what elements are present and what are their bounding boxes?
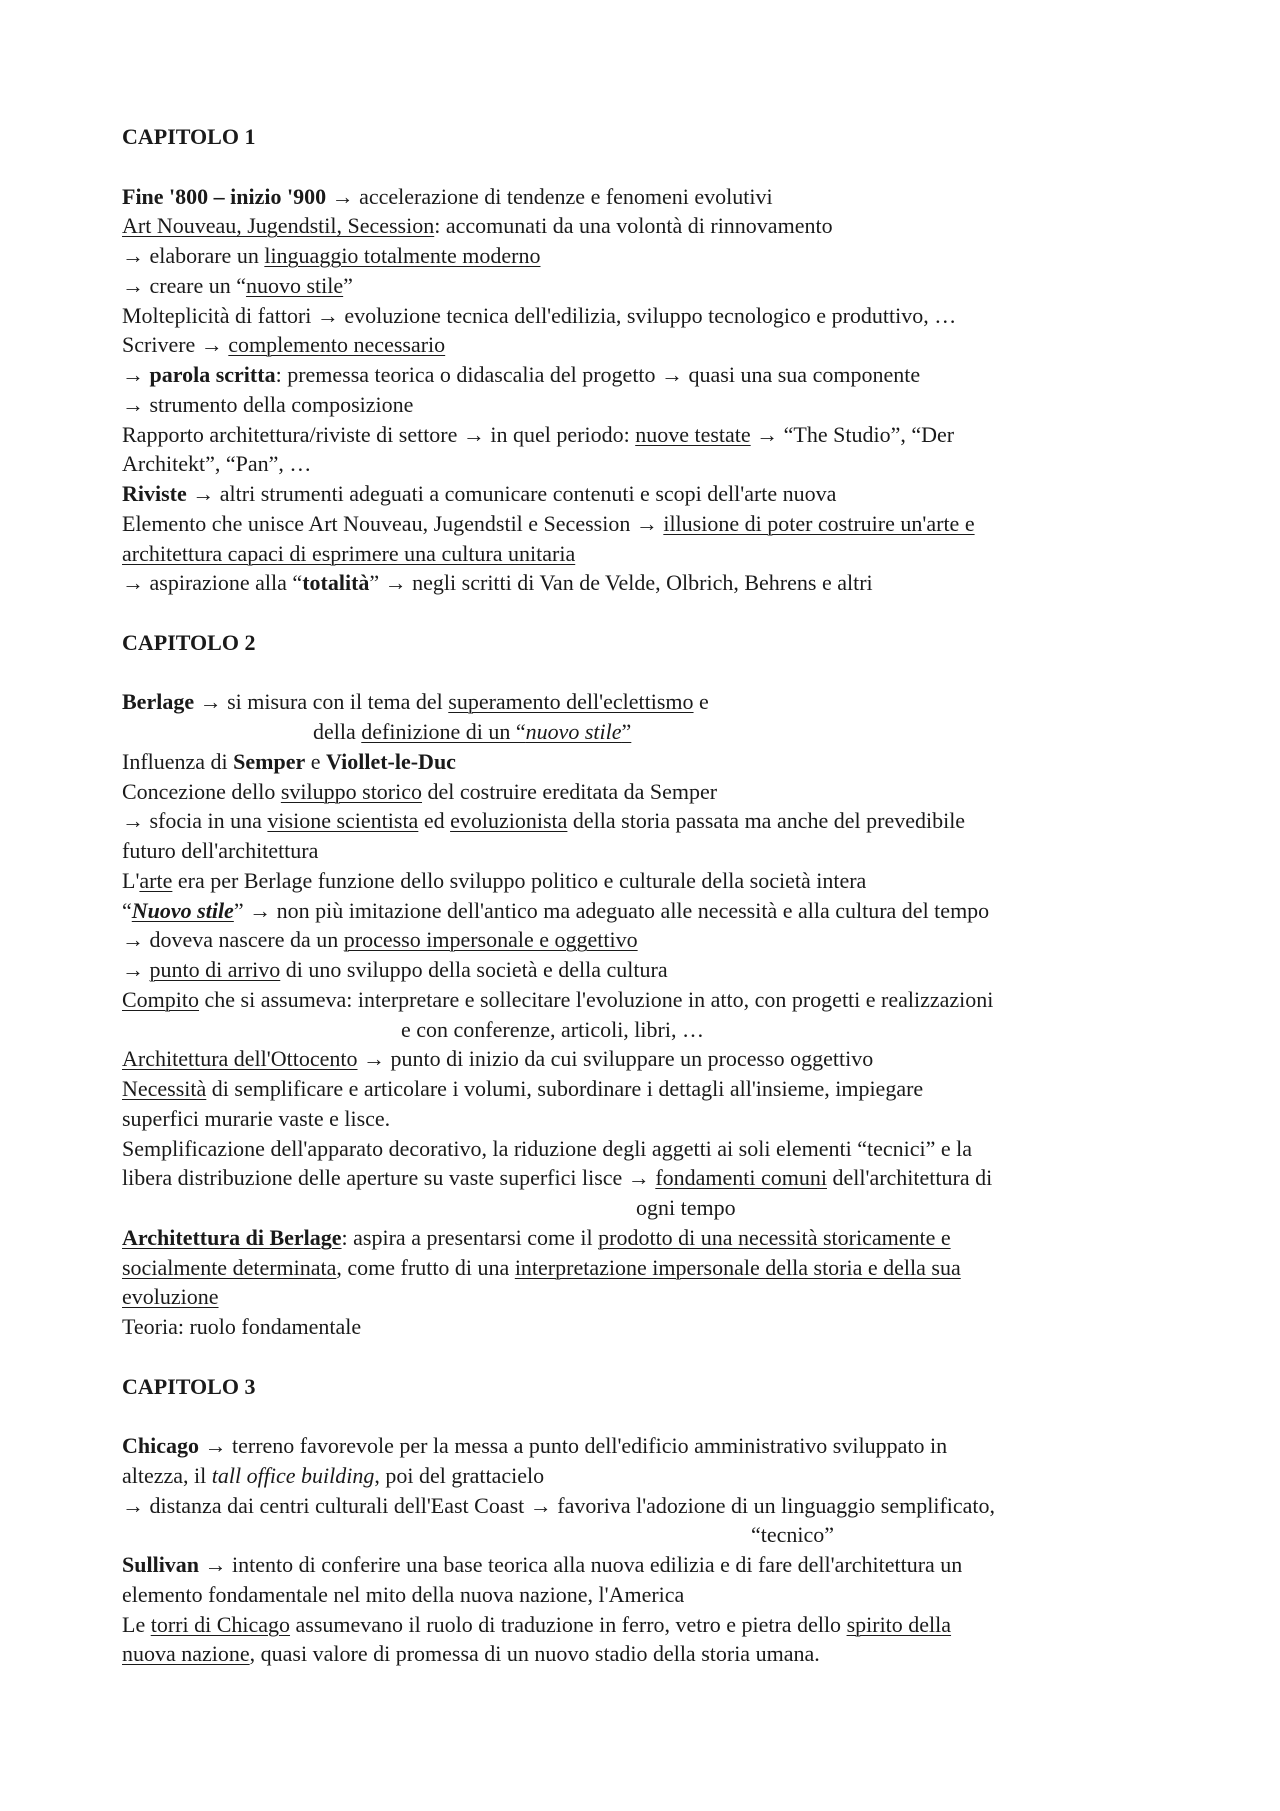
chapter-1-line-5: Molteplicità di fattori → evoluzione tecnica dell'edilizia, sviluppo tecnologico e produttivo, … — [122, 302, 957, 328]
chapter-2-line-1: Berlage → si misura con il tema del superamento dell'eclettismo e — [122, 689, 709, 715]
chapter-3-title: CAPITOLO 3 — [122, 1373, 256, 1399]
chapter-2-line-11: Compito che si assumeva: interpretare e sollecitare l'evoluzione in atto, con progetti e realizzazioni — [122, 986, 994, 1012]
chapter-2-title: CAPITOLO 2 — [122, 629, 256, 655]
chapter-1-line-11: Riviste → altri strumenti adeguati a comunicare contenuti e scopi dell'arte nuova — [122, 481, 837, 506]
chapter-3-line-4: “tecnico” — [751, 1522, 835, 1548]
chapter-3-line-7: Le torri di Chicago assumevano il ruolo di traduzione in ferro, vetro e pietra dello spirito della — [122, 1611, 952, 1637]
chapter-1-line-3: → elaborare un linguaggio totalmente moderno — [122, 243, 541, 268]
chapter-2-line-3: Influenza di Semper e Viollet-le-Duc — [122, 748, 456, 774]
document-body — [122, 122, 1172, 1669]
chapter-1-line-12: Elemento che unisce Art Nouveau, Jugendstil e Secession → illusione di poter costruire un'arte e — [122, 510, 975, 536]
chapter-2-line-4: Concezione dello sviluppo storico del costruire ereditata da Semper — [122, 778, 718, 804]
chapter-1-line-10: Architekt”, “Pan”, … — [122, 451, 312, 477]
chapter-3-line-5: Sullivan → intento di conferire una base teorica alla nuova edilizia e di fare dell'architettura un — [122, 1552, 963, 1577]
chapter-2-line-14: Necessità di semplificare e articolare i volumi, subordinare i dettagli all'insieme, impiegare — [122, 1076, 924, 1101]
chapter-2-line-20: socialmente determinata, come frutto di una interpretazione impersonale della storia e della sua — [122, 1254, 961, 1280]
chapter-1-line-2: Art Nouveau, Jugendstil, Secession: accomunati da una volontà di rinnovamento — [122, 213, 833, 239]
chapter-3-line-1: Chicago → terreno favorevole per la messa a punto dell'edificio amministrativo sviluppato in — [122, 1433, 948, 1458]
chapter-3-line-3: → distanza dai centri culturali dell'East Coast → favoriva l'adozione di un linguaggio semplificato, — [122, 1492, 996, 1518]
chapter-2-line-8: “Nuovo stile” → non più imitazione dell'antico ma adeguato alle necessità e alla cultura del tempo — [122, 897, 990, 923]
chapter-1-title: CAPITOLO 1 — [122, 124, 256, 149]
chapter-1-line-1: Fine '800 – inizio '900 → accelerazione di tendenze e fenomeni evolutivi — [122, 183, 773, 209]
chapter-2-line-19: Architettura di Berlage: aspira a presentarsi come il prodotto di una necessità storicamente e — [122, 1224, 951, 1250]
chapter-2-line-6: futuro dell'architettura — [122, 838, 319, 863]
chapter-2-line-2: della definizione di un “nuovo stile” — [313, 719, 632, 744]
chapter-1-line-14: → aspirazione alla “totalità” → negli scritti di Van de Velde, Olbrich, Behrens e altri — [122, 570, 873, 596]
chapter-2-line-9: → doveva nascere da un processo impersonale e oggettivo — [122, 927, 638, 953]
chapter-1-line-6: Scrivere → complemento necessario — [122, 332, 446, 358]
chapter-1-line-13: architettura capaci di esprimere una cultura unitaria — [122, 540, 576, 566]
chapter-2-line-7: L'arte era per Berlage funzione dello sviluppo politico e culturale della società intera — [122, 867, 867, 893]
chapter-1-line-4: → creare un “nuovo stile” — [122, 272, 353, 298]
chapter-1-line-7: → parola scritta: premessa teorica o didascalia del progetto → quasi una sua componente — [122, 362, 921, 387]
chapter-2-line-10: → punto di arrivo di uno sviluppo della società e della cultura — [122, 957, 668, 982]
chapter-2-line-5: → sfocia in una visione scientista ed evoluzionista della storia passata ma anche del prevedibile — [122, 808, 966, 834]
chapter-2-line-18: ogni tempo — [636, 1195, 736, 1220]
chapter-2-line-21: evoluzione — [122, 1284, 219, 1310]
chapter-3-line-8: nuova nazione, quasi valore di promessa di un nuovo stadio della storia umana. — [122, 1641, 820, 1667]
chapter-3-line-6: elemento fondamentale nel mito della nuova nazione, l'America — [122, 1581, 685, 1607]
chapter-2-line-17: libera distribuzione delle aperture su vaste superfici lisce → fondamenti comuni dell'architettura di — [122, 1165, 993, 1191]
chapter-1-line-9: Rapporto architettura/riviste di settore → in quel periodo: nuove testate → “The Studio”, “Der — [122, 421, 955, 447]
chapter-3-line-2: altezza, il tall office building, poi del grattacielo — [122, 1462, 545, 1488]
chapter-2-line-12: e con conferenze, articoli, libri, … — [401, 1016, 704, 1042]
chapter-1-line-8: → strumento della composizione — [122, 391, 414, 417]
chapter-2-line-13: Architettura dell'Ottocento → punto di inizio da cui sviluppare un processo oggettivo — [122, 1046, 874, 1072]
chapter-2-line-16: Semplificazione dell'apparato decorativo, la riduzione degli aggetti ai soli elementi “tecnici” e la — [122, 1135, 972, 1161]
chapter-2-line-22: Teoria: ruolo fondamentale — [122, 1314, 362, 1339]
chapter-2-line-15: superfici murarie vaste e lisce. — [122, 1105, 391, 1131]
